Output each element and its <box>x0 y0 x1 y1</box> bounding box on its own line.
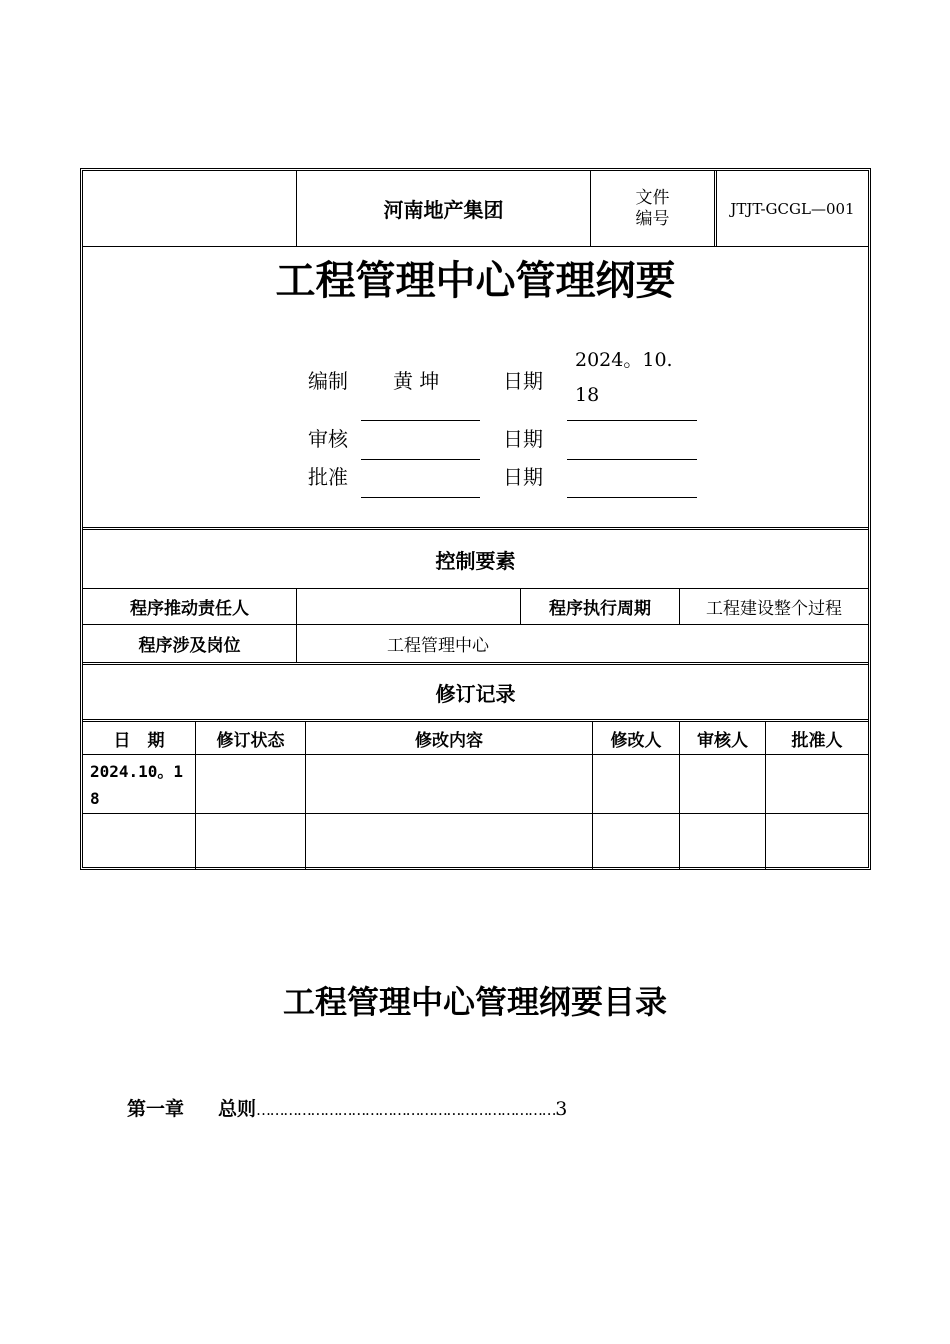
col-modifier: 修改人 <box>610 730 662 751</box>
approved-date-label: 日期 <box>503 465 543 489</box>
revision-row-date <box>90 758 183 812</box>
rule-header-bottom <box>83 246 868 247</box>
reviewed-date-label: 日期 <box>503 427 543 451</box>
doc-no-label-line1: 文件 <box>635 187 670 208</box>
revision-heading: 修订记录 <box>435 681 516 706</box>
revision-row-date-line2: 8 <box>90 789 100 808</box>
doc-no-label <box>591 171 714 246</box>
toc-title: 工程管理中心管理纲要目录 <box>282 983 667 1021</box>
prepared-date-underline <box>567 420 697 421</box>
owner-value <box>297 589 520 624</box>
col-approver: 批准人 <box>791 730 843 751</box>
approved-date-underline <box>567 497 697 498</box>
toc-page-number: 3 <box>555 1098 568 1120</box>
toc-chapter-name: 总则 <box>218 1098 257 1120</box>
revision-row-date-line1: 2024.10。1 <box>90 762 184 781</box>
control-heading: 控制要素 <box>435 548 516 573</box>
toc-entry[interactable] <box>127 1094 567 1121</box>
owner-label: 程序推动责任人 <box>130 599 249 619</box>
post-label: 程序涉及岗位 <box>138 636 241 656</box>
approved-label: 批准 <box>308 465 348 489</box>
prepared-label: 编制 <box>308 369 348 393</box>
company-name: 河南地产集团 <box>383 198 504 222</box>
rule-revision-row-bottom <box>83 813 868 814</box>
prepared-date-line1: 2024。10. <box>575 349 673 371</box>
col-change-content: 修改内容 <box>415 730 483 751</box>
doc-no-value: JTJT-GCGL—001 <box>730 199 855 218</box>
col-date: 日 期 <box>113 730 165 751</box>
col-reviewer: 审核人 <box>697 730 748 751</box>
post-value: 工程管理中心 <box>387 636 489 656</box>
prepared-date-line2: 18 <box>575 384 600 406</box>
rule-revision-columns-bottom <box>83 754 868 755</box>
doc-no-label-line2: 编号 <box>635 208 670 229</box>
cycle-value: 工程建设整个过程 <box>706 599 842 619</box>
cycle-label: 程序执行周期 <box>549 599 651 619</box>
toc-leader: ………………………………………………………… <box>256 1101 556 1119</box>
reviewed-by-underline <box>361 459 480 460</box>
approved-by-underline <box>361 497 480 498</box>
col-revision-status: 修订状态 <box>216 730 285 751</box>
toc-chapter: 第一章 <box>127 1098 185 1120</box>
main-title: 工程管理中心管理纲要 <box>275 257 676 304</box>
prepared-date-label: 日期 <box>503 369 543 393</box>
prepared-by-underline <box>361 420 480 421</box>
prepared-by: 黄 坤 <box>393 369 440 393</box>
reviewed-label: 审核 <box>308 427 348 451</box>
cover-table <box>80 168 871 870</box>
reviewed-date-underline <box>567 459 697 460</box>
